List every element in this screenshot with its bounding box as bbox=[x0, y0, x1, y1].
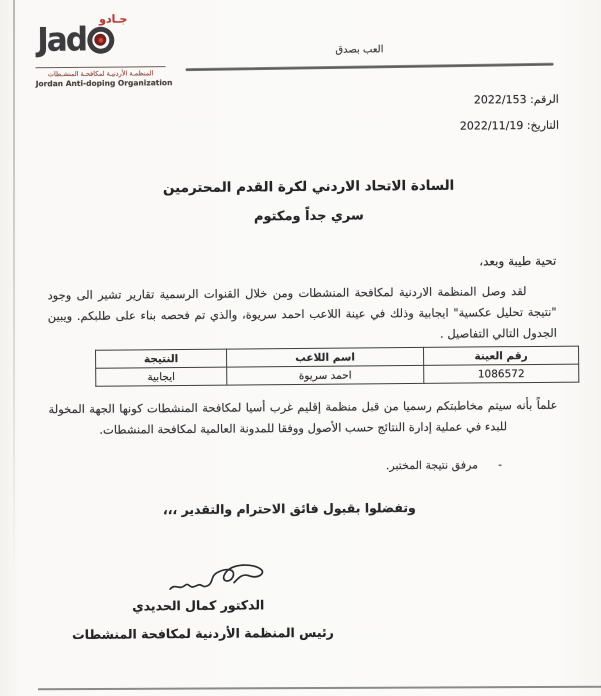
table-cell-sample-number: 1086572 bbox=[424, 364, 579, 383]
logo-latin-text: Jad bbox=[37, 20, 87, 60]
results-table bbox=[95, 346, 579, 387]
signatory-title: رئيس المنظمة الأردنية لمكافحة المنشطات bbox=[72, 624, 334, 643]
date-line bbox=[460, 113, 559, 140]
dash-bullet: - bbox=[497, 458, 503, 472]
reference-label: الرقم: bbox=[530, 92, 559, 106]
body-paragraph-2: علماً بأنه سيتم مخاطبتكم رسميا من قبل منظمة إقليم غرب أسيا لمكافحة المنشطات كونها الجهة المخولة للبدء في عملية إدارة النتائج حسب الأصول ووفقا للمدونة العالمية لمكافحة المنشطات. bbox=[48, 397, 558, 437]
logo-wordmark bbox=[37, 22, 114, 59]
signatory-name: الدكتور كمال الحديدي bbox=[132, 597, 265, 614]
attachment-note-line bbox=[386, 458, 502, 472]
reference-block bbox=[460, 87, 560, 140]
target-icon bbox=[87, 26, 114, 53]
table-header-player-name: اسم اللاعب bbox=[227, 347, 424, 367]
logo-org-arabic: المنظمـة الأردنيـة لمكافحـة المنشـطات bbox=[47, 69, 154, 79]
table-cell-result: ايجابية bbox=[96, 367, 227, 386]
addressee-line: السادة الاتحاد الاردني لكرة القدم المحترمين bbox=[162, 177, 455, 197]
logo-arabic-name: جـادو bbox=[99, 12, 128, 26]
table-cell-player-name: احمد سريوة bbox=[227, 365, 424, 385]
letterhead-motto: العب بصدق bbox=[335, 44, 384, 56]
greeting-line: تحية طيبة وبعد، bbox=[479, 253, 557, 269]
reference-number-line bbox=[460, 87, 559, 114]
signature-scribble bbox=[166, 558, 274, 601]
date-value: 2022/11/19 bbox=[459, 119, 524, 133]
logo-divider bbox=[36, 66, 166, 68]
logo-org-english: Jordan Anti-doping Organization bbox=[35, 78, 173, 89]
jado-logo bbox=[35, 11, 196, 92]
letterhead-rule bbox=[186, 63, 554, 71]
body-paragraph-1: لقد وصل المنظمة الاردنية لمكافحة المنشطات ومن خلال القنوات الرسمية تقارير تشير الى وجود "نتيجة تحليل عكسية" ايجابية وذلك في عينة اللاعب احمد سريوة، والذي تم فحصه بناء على طلبكم. ويبين الجدول التالي التفاصيل . bbox=[47, 284, 557, 341]
table-header-sample-number: رقم العينة bbox=[423, 346, 578, 365]
secrecy-line: سري جداً ومكتوم bbox=[253, 208, 364, 225]
attachment-note-text: مرفق نتيجة المختبر. bbox=[385, 458, 479, 473]
table-header-result: النتيجة bbox=[96, 349, 227, 368]
date-label: التاريخ: bbox=[526, 118, 560, 133]
reference-value: 2022/153 bbox=[473, 93, 527, 107]
table-row bbox=[96, 364, 579, 386]
scan-left-edge bbox=[13, 0, 15, 585]
closing-salutation: وتفضلوا بقبول فائق الاحترام والتقدير ،،، bbox=[162, 500, 416, 518]
